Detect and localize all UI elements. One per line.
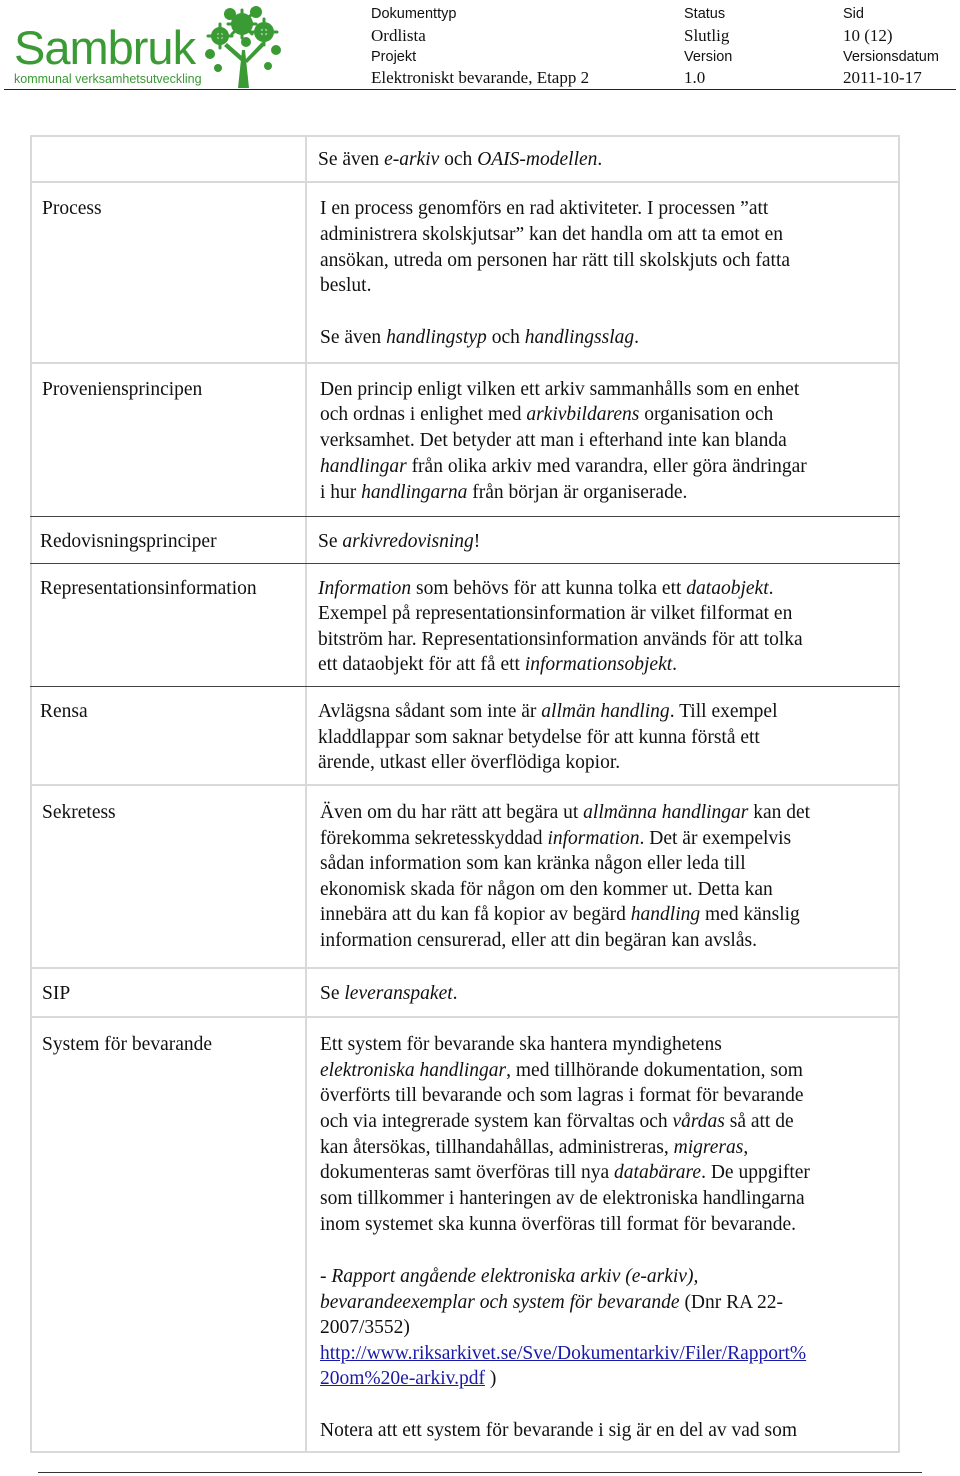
term-redovisningsprinciper: Redovisningsprinciper — [40, 531, 217, 552]
text-run: Se — [318, 531, 343, 552]
row-divider — [30, 686, 900, 687]
text-run: ett dataobjekt för att få ett — [318, 654, 525, 675]
version-label: Version — [684, 49, 733, 65]
text-run: med känslig — [700, 904, 800, 925]
italic-term: handlingar — [320, 456, 407, 477]
text-run: administrera skolskjutsar” kan det handla om att ta emot en — [320, 224, 783, 245]
text-run: ansökan, utreda om personen har rätt till skolskjuts och fatta — [320, 250, 791, 271]
definition-line — [320, 902, 800, 928]
table-top-border — [30, 135, 900, 137]
text-run: , — [743, 1137, 749, 1158]
definition-line — [320, 273, 371, 299]
text-run: i hur — [320, 482, 362, 503]
italic-term: bevarandeexemplar och system för bevarande — [320, 1292, 680, 1313]
row-divider — [30, 563, 900, 564]
italic-term: e-arkiv — [384, 149, 440, 170]
text-run: Se — [320, 983, 345, 1004]
text-run: beslut. — [320, 275, 372, 296]
text-run: organisation och — [639, 404, 774, 425]
text-run: . — [768, 578, 774, 599]
text-run: ekonomisk skada för någon om den kommer ut. Detta kan — [320, 879, 773, 900]
text-run: Avlägsna sådant som inte är — [318, 701, 542, 722]
text-run: och ordnas i enlighet med — [320, 404, 527, 425]
text-run: verksamhet. Det betyder att man i efterhand inte kan blanda — [320, 430, 787, 451]
text-run: . De uppgifter — [701, 1162, 810, 1183]
definition-line — [320, 222, 783, 248]
logo-tagline: kommunal verksamhetsutveckling — [14, 72, 202, 86]
definition-line — [320, 981, 458, 1007]
definition-line — [318, 529, 480, 555]
definition-line — [320, 402, 773, 428]
text-run: dokumenteras samt överföras till nya — [320, 1162, 615, 1183]
hyperlink-text[interactable]: http://www.riksarkivet.se/Sve/Dokumentarkiv/Filer/Rapport% — [320, 1343, 807, 1364]
italic-term: informationsobjekt — [524, 654, 673, 675]
column-divider — [305, 135, 307, 1453]
text-run: , med tillhörande dokumentation, som — [506, 1060, 803, 1081]
row-divider — [305, 181, 900, 183]
italic-term: leveranspaket — [344, 983, 453, 1004]
definition-line — [320, 928, 757, 954]
doc-type-label: Dokumenttyp — [371, 6, 457, 22]
row-divider — [305, 362, 900, 364]
italic-term: elektroniska handlingar — [320, 1060, 507, 1081]
text-run: inom systemet ska kunna överföras till format för bevarande. — [320, 1214, 796, 1235]
definition-line — [320, 1109, 794, 1135]
definition-line — [320, 1212, 796, 1238]
text-run: sådan information som kan kränka någon eller leda till — [320, 853, 746, 874]
definition-line — [320, 1418, 797, 1444]
sambruk-logo — [10, 2, 280, 88]
definition-line — [320, 1135, 748, 1161]
logo-wordmark: Sambruk — [14, 21, 196, 74]
text-run: information censurerad, eller att din begäran kan avslås. — [320, 930, 757, 951]
text-run: . — [634, 327, 640, 348]
italic-term: information — [547, 828, 640, 849]
text-run: och — [486, 327, 525, 348]
page-bottom-rule — [38, 1472, 922, 1473]
italic-term: arkivredovisning — [342, 531, 474, 552]
definition-line — [320, 1315, 410, 1341]
row-divider — [30, 1016, 900, 1018]
text-run: som tillkommer i hanteringen av de elektroniska handlingarna — [320, 1188, 805, 1209]
gear-tree-icon — [198, 2, 288, 88]
status-label: Status — [684, 6, 726, 22]
italic-term: allmänna handlingar — [583, 802, 749, 823]
text-run: . — [672, 654, 678, 675]
text-run: bitström har. Representationsinformation används för att tolka — [318, 629, 803, 650]
italic-term: databärare — [614, 1162, 702, 1183]
text-run: kan det — [748, 802, 811, 823]
project-label: Projekt — [371, 49, 417, 65]
definition-line — [318, 601, 792, 627]
doc-type-value: Ordlista — [371, 26, 426, 45]
row-divider — [30, 967, 900, 969]
text-run: (Dnr RA 22- — [679, 1292, 784, 1313]
row-divider — [30, 362, 305, 364]
definition-line — [318, 652, 677, 678]
term-proveniensprincipen: Proveniensprincipen — [42, 379, 203, 400]
text-run: ) — [484, 1368, 497, 1389]
text-run: Se även — [318, 149, 385, 170]
italic-term: arkivbildarens — [526, 404, 640, 425]
version-date-label: Versionsdatum — [843, 49, 939, 65]
definition-line — [320, 1083, 804, 1109]
term-rensa: Rensa — [40, 701, 88, 722]
text-run: Den princip enligt vilken ett arkiv sammanhålls som en enhet — [320, 379, 800, 400]
definition-line — [320, 1264, 698, 1290]
version-value: 1.0 — [684, 68, 706, 87]
text-run: kladdlappar som saknar betydelse för att kunna förstå ett — [318, 727, 760, 748]
text-run: som behövs för att kunna tolka ett — [411, 578, 687, 599]
text-run: innebära att du kan få kopior av begärd — [320, 904, 631, 925]
term-sekretess: Sekretess — [42, 802, 116, 823]
text-run: Ett system för bevarande ska hantera myndighetens — [320, 1034, 722, 1055]
italic-term: migreras — [673, 1137, 744, 1158]
version-date-value: 2011-10-17 — [843, 68, 922, 87]
page-header — [0, 0, 960, 92]
definition-line — [318, 750, 620, 776]
row-divider — [30, 516, 900, 517]
text-run: Se även — [320, 327, 387, 348]
riksarkivet-link-cont[interactable] — [320, 1366, 496, 1392]
text-run: . Till exempel — [669, 701, 778, 722]
page-value: 10 (12) — [843, 26, 893, 45]
text-run: . — [597, 149, 603, 170]
text-run: . — [452, 983, 458, 1004]
definition-line — [320, 1160, 810, 1186]
definition-line — [320, 325, 639, 351]
italic-term: vårdas — [672, 1111, 725, 1132]
term-process: Process — [42, 198, 102, 219]
term-system-for-bevarande: System för bevarande — [42, 1034, 213, 1055]
italic-term: handlingsslag — [524, 327, 635, 348]
riksarkivet-link[interactable] — [320, 1341, 806, 1367]
text-run: Notera att ett system för bevarande i sig är en del av vad som — [320, 1420, 798, 1441]
text-run: kan återsökas, tillhandahållas, administreras, — [320, 1137, 674, 1158]
text-run: och — [439, 149, 478, 170]
definition-line — [320, 428, 787, 454]
term-representationsinformation: Representationsinformation — [40, 578, 257, 599]
hyperlink-text[interactable]: 20om%20e-arkiv.pdf — [320, 1368, 485, 1389]
definition-line — [318, 147, 602, 173]
text-run: så att de — [724, 1111, 794, 1132]
definition-line — [320, 377, 799, 403]
row-divider — [30, 784, 900, 786]
definition-line — [320, 1058, 803, 1084]
text-run: 2007/3552) — [320, 1317, 410, 1338]
definition-line — [318, 725, 760, 751]
italic-term: handlingstyp — [386, 327, 487, 348]
text-run: från början är organiserade. — [467, 482, 688, 503]
row-divider — [30, 181, 305, 183]
definition-line — [320, 877, 773, 903]
definition-line — [318, 699, 778, 725]
text-run: ! — [473, 531, 481, 552]
text-run: Även om du har rätt att begära ut — [320, 802, 584, 823]
italic-term: allmän handling — [541, 701, 670, 722]
term-sip: SIP — [42, 983, 71, 1004]
definition-line — [320, 248, 790, 274]
definition-line — [320, 826, 791, 852]
italic-term: Information — [318, 578, 412, 599]
text-run: överförts till bevarande och som lagras i format för bevarande — [320, 1085, 804, 1106]
text-run: . Det är exempelvis — [639, 828, 792, 849]
italic-term: dataobjekt — [686, 578, 769, 599]
definition-line — [320, 196, 768, 222]
definition-line — [320, 454, 807, 480]
definition-line — [320, 480, 687, 506]
definition-line — [320, 1186, 805, 1212]
italic-term: OAIS-modellen — [477, 149, 598, 170]
definition-line — [320, 800, 810, 826]
text-run: och via integrerade system kan förvaltas och — [320, 1111, 673, 1132]
text-run: Exempel på representationsinformation är vilket filformat en — [318, 603, 793, 624]
italic-term: - Rapport angående elektroniska arkiv (e-arkiv), — [320, 1266, 699, 1287]
italic-term: handlingarna — [361, 482, 468, 503]
definition-line — [320, 1032, 722, 1058]
definition-line — [320, 851, 746, 877]
status-value: Slutlig — [684, 26, 730, 45]
text-run: I en process genomförs en rad aktiviteter. I processen ”att — [320, 198, 769, 219]
text-run: från olika arkiv med varandra, eller göra ändringar — [406, 456, 807, 477]
project-value: Elektroniskt bevarande, Etapp 2 — [371, 68, 590, 87]
definition-line — [318, 576, 774, 602]
text-run: förekomma sekretesskyddad — [320, 828, 548, 849]
text-run: ärende, utkast eller överflödiga kopior. — [318, 752, 621, 773]
header-divider — [4, 89, 956, 90]
definition-line — [318, 627, 803, 653]
page-label: Sid — [843, 6, 864, 22]
italic-term: handling — [630, 904, 701, 925]
definition-line — [320, 1290, 783, 1316]
